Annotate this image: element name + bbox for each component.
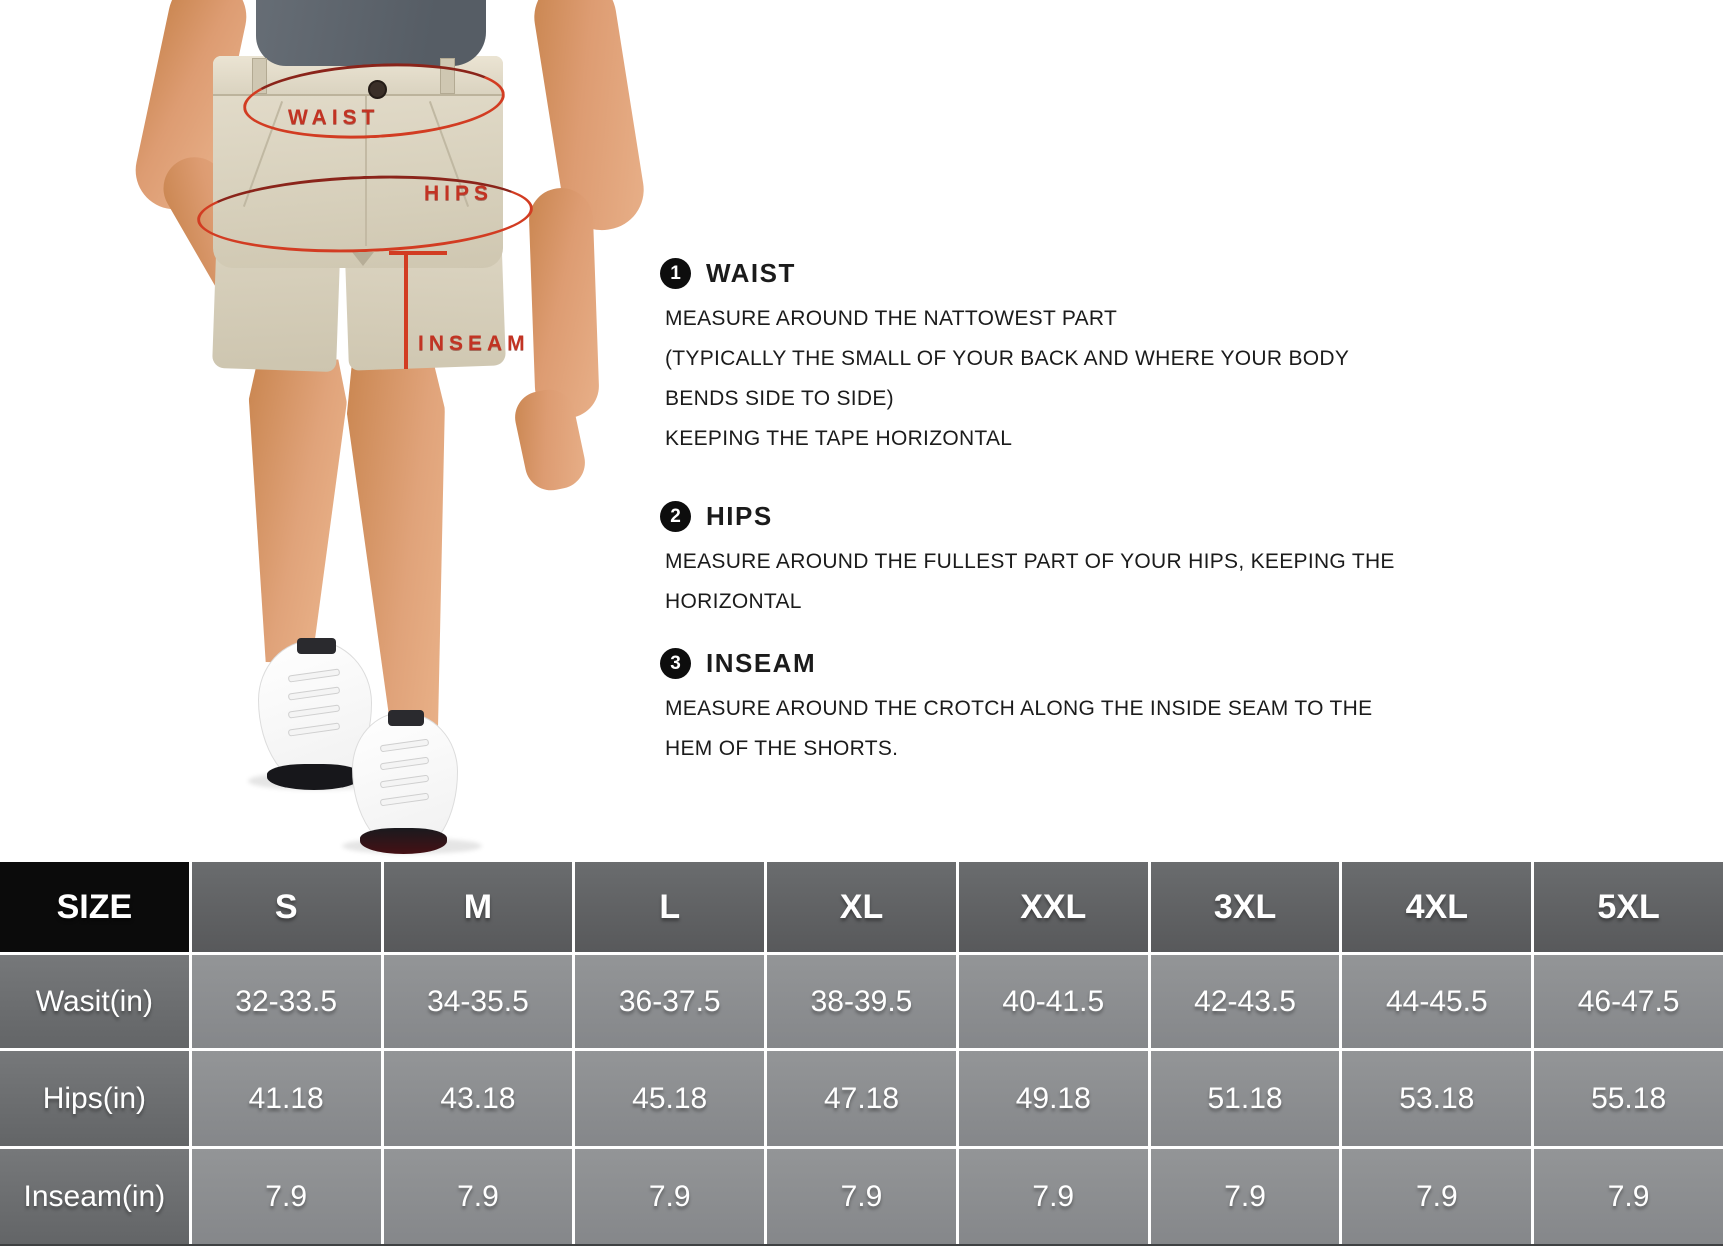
instruction-line: MEASURE AROUND THE NATTOWEST PART xyxy=(665,307,1118,330)
sneaker-sole xyxy=(267,764,360,790)
instruction-section-inseam xyxy=(660,648,1440,769)
instruction-line: KEEPING THE TAPE HORIZONTAL xyxy=(665,427,1013,450)
inseam-measure-top-bar xyxy=(389,251,447,255)
size-table-cell: 53.18 xyxy=(1342,1051,1531,1146)
size-table-cell: 40-41.5 xyxy=(959,955,1148,1048)
size-table-cell: 7.9 xyxy=(384,1149,573,1244)
number-badge-icon: 1 xyxy=(660,258,691,289)
section-body xyxy=(665,299,1440,459)
model-photo xyxy=(0,0,640,860)
right-sneaker xyxy=(352,712,458,854)
sneaker-collar xyxy=(388,710,424,726)
size-table-row-label: Hips(in) xyxy=(0,1051,189,1146)
instruction-line: HORIZONTAL xyxy=(665,590,802,613)
instruction-line: HEM OF THE SHORTS. xyxy=(665,737,899,760)
size-table-header-cell: 4XL xyxy=(1342,862,1531,952)
size-table-cell: 7.9 xyxy=(575,1149,764,1244)
size-table-cell: 41.18 xyxy=(192,1051,381,1146)
instruction-line: MEASURE AROUND THE FULLEST PART OF YOUR HIPS, KEEPING THE xyxy=(665,550,1395,573)
size-table-cell: 51.18 xyxy=(1151,1051,1340,1146)
size-table-header-cell: L xyxy=(575,862,764,952)
section-heading xyxy=(660,648,1440,679)
hips-overlay-label: HIPS xyxy=(424,182,494,205)
section-heading xyxy=(660,258,1440,289)
size-table-cell: 7.9 xyxy=(192,1149,381,1244)
size-table-header-cell: 3XL xyxy=(1151,862,1340,952)
model-right-forearm xyxy=(528,187,600,419)
model-left-leg xyxy=(238,356,349,664)
size-table xyxy=(0,862,1723,1246)
section-heading xyxy=(660,501,1440,532)
inseam-overlay-label: INSEAM xyxy=(418,332,530,355)
size-table-header-cell: 5XL xyxy=(1534,862,1723,952)
size-table-cell: 47.18 xyxy=(767,1051,956,1146)
size-table-header-cell: S xyxy=(192,862,381,952)
waist-overlay-label: WAIST xyxy=(288,106,380,129)
size-table-corner-header: SIZE xyxy=(0,862,189,952)
number-badge-icon: 3 xyxy=(660,648,691,679)
size-table-cell: 49.18 xyxy=(959,1051,1148,1146)
size-table-cell: 45.18 xyxy=(575,1051,764,1146)
size-table-cell: 7.9 xyxy=(1534,1149,1723,1244)
size-table-cell: 38-39.5 xyxy=(767,955,956,1048)
size-table-cell: 55.18 xyxy=(1534,1051,1723,1146)
section-body xyxy=(665,689,1440,769)
sneaker-sole xyxy=(360,828,447,854)
section-title: HIPS xyxy=(706,501,773,531)
instruction-section-waist xyxy=(660,258,1440,459)
instruction-line: (TYPICALLY THE SMALL OF YOUR BACK AND WHERE YOUR BODY xyxy=(665,347,1350,370)
size-table-cell: 46-47.5 xyxy=(1534,955,1723,1048)
size-table-cell: 32-33.5 xyxy=(192,955,381,1048)
size-table-header-cell: M xyxy=(384,862,573,952)
size-table-cell: 7.9 xyxy=(1342,1149,1531,1244)
size-table-cell: 34-35.5 xyxy=(384,955,573,1048)
instruction-line: MEASURE AROUND THE CROTCH ALONG THE INSIDE SEAM TO THE xyxy=(665,697,1373,720)
model-shirt xyxy=(256,0,486,66)
size-table-cell: 7.9 xyxy=(767,1149,956,1244)
size-table-cell: 7.9 xyxy=(1151,1149,1340,1244)
size-table-cell: 44-45.5 xyxy=(1342,955,1531,1048)
size-table-row-label: Inseam(in) xyxy=(0,1149,189,1244)
inseam-measure-line xyxy=(404,251,408,369)
section-title: WAIST xyxy=(706,258,796,288)
size-table-cell: 42-43.5 xyxy=(1151,955,1340,1048)
size-table-cell: 43.18 xyxy=(384,1051,573,1146)
size-table-header-cell: XXL xyxy=(959,862,1148,952)
section-body xyxy=(665,542,1440,622)
instruction-line: BENDS SIDE TO SIDE) xyxy=(665,387,894,410)
size-table-cell: 36-37.5 xyxy=(575,955,764,1048)
instruction-section-hips xyxy=(660,501,1440,622)
size-table-row-label: Wasit(in) xyxy=(0,955,189,1048)
size-table-cell: 7.9 xyxy=(959,1149,1148,1244)
size-table-header-cell: XL xyxy=(767,862,956,952)
sneaker-collar xyxy=(297,638,336,654)
section-title: INSEAM xyxy=(706,648,817,678)
number-badge-icon: 2 xyxy=(660,501,691,532)
